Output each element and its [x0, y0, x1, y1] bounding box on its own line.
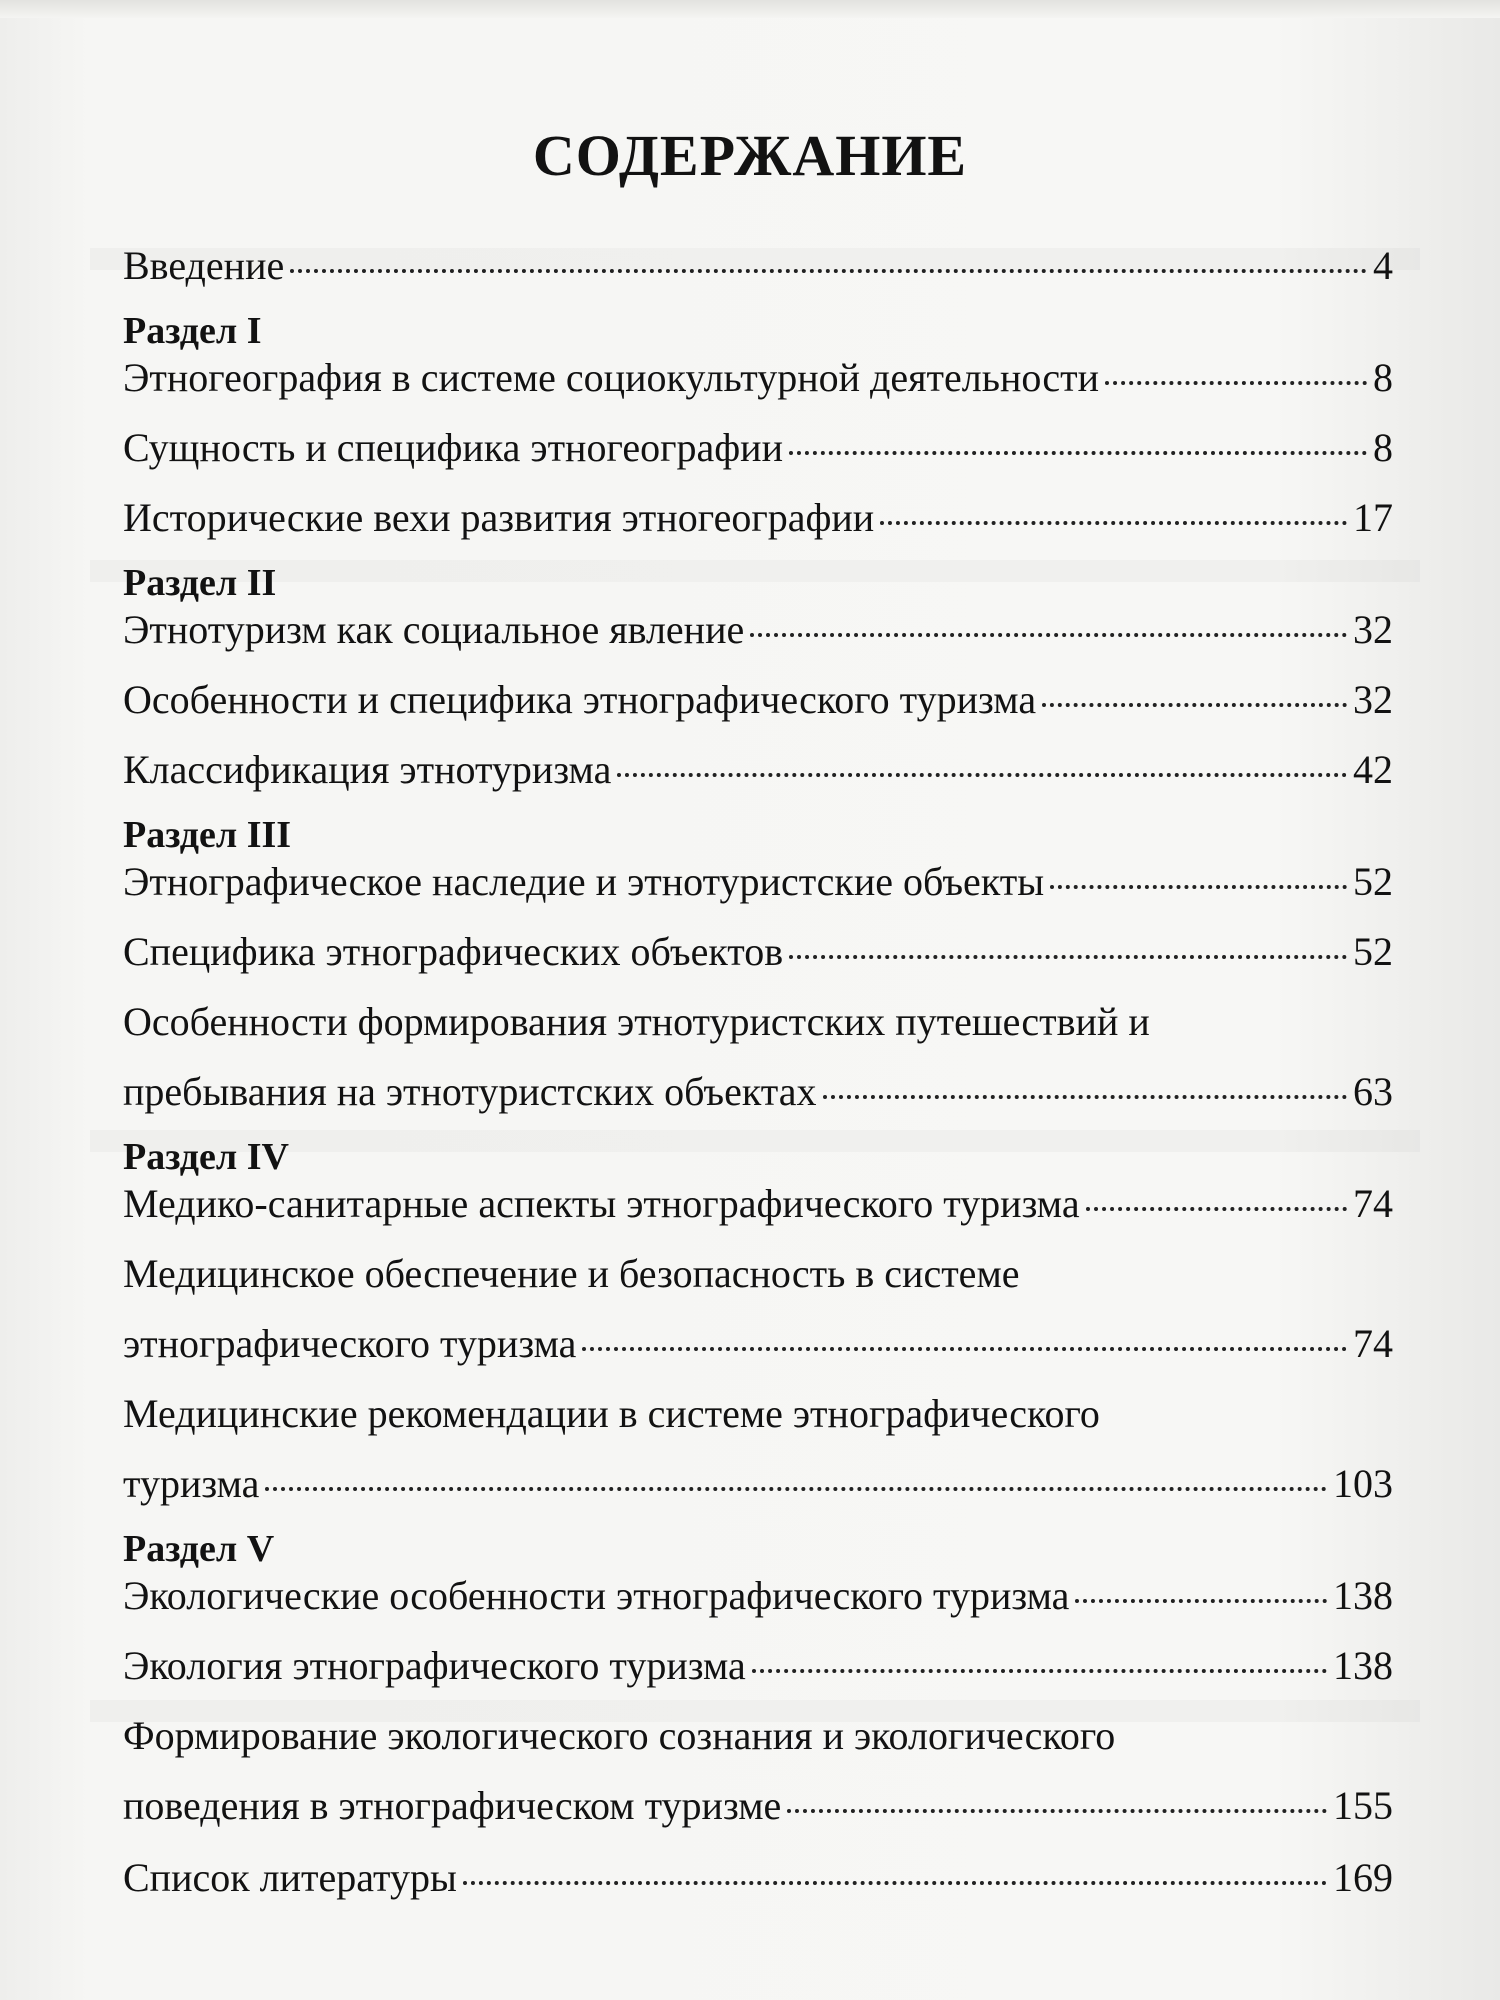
- toc-entry[interactable]: [123, 1572, 1393, 1620]
- toc-entry[interactable]: [123, 424, 1393, 472]
- toc-entry[interactable]: [123, 1320, 1393, 1368]
- leader-dots: [1050, 885, 1347, 889]
- toc-page-number: 8: [1373, 355, 1393, 400]
- leader-dots: [617, 773, 1347, 777]
- toc-entry[interactable]: [123, 746, 1393, 794]
- toc-entry-text: Особенности и специфика этнографического туризма: [123, 677, 1037, 722]
- leader-dots: [1086, 1207, 1347, 1211]
- toc-entry-text: Экология этнографического туризма: [123, 1643, 746, 1688]
- toc-entry[interactable]: [123, 676, 1393, 724]
- toc-entry-text: Список литературы: [123, 1855, 457, 1900]
- toc-entry-text: Этнотуризм как социальное явление: [123, 607, 745, 652]
- toc-entry-text: Классификация этнотуризма: [123, 747, 612, 792]
- page-title: СОДЕРЖАНИЕ: [532, 123, 968, 188]
- toc-entry[interactable]: [123, 858, 1393, 906]
- leader-dots: [789, 955, 1347, 959]
- toc-entry[interactable]: [123, 928, 1393, 976]
- section-heading: Раздел IV: [123, 1136, 289, 1178]
- toc-page-number: 169: [1333, 1855, 1393, 1900]
- toc-page-number: 32: [1353, 607, 1393, 652]
- toc-page-number: 52: [1353, 929, 1393, 974]
- toc-page-number: 42: [1353, 747, 1393, 792]
- toc-entry-text: Специфика этнографических объектов: [123, 929, 784, 974]
- toc-page-number: 32: [1353, 677, 1393, 722]
- leader-dots: [789, 451, 1367, 455]
- toc-entry[interactable]: [123, 494, 1393, 542]
- toc-entry-text: пребывания на этнотуристских объектах: [123, 1069, 817, 1114]
- table-of-contents: [123, 242, 1393, 1902]
- toc-page-number: 63: [1353, 1069, 1393, 1114]
- toc-entry[interactable]: [123, 1642, 1393, 1690]
- leader-dots: [1105, 381, 1367, 385]
- toc-page-number: 8: [1373, 425, 1393, 470]
- toc-page-number: 74: [1353, 1181, 1393, 1226]
- toc-entry-text: Исторические вехи развития этногеографии: [123, 495, 875, 540]
- toc-entry-text: туризма: [123, 1461, 260, 1506]
- leader-dots: [463, 1881, 1327, 1885]
- toc-page-number: 155: [1333, 1783, 1393, 1828]
- leader-dots: [752, 1669, 1327, 1673]
- toc-entry[interactable]: [123, 606, 1393, 654]
- toc-entry-text-line1[interactable]: Особенности формирования этнотуристских путешествий и: [123, 999, 1150, 1044]
- toc-entry-text: этнографического туризма: [123, 1321, 577, 1366]
- leader-dots: [265, 1487, 1327, 1491]
- toc-entry-text: Экологические особенности этнографического туризма: [123, 1573, 1070, 1618]
- section-heading: Раздел I: [123, 310, 262, 352]
- toc-entry-text: Медико-санитарные аспекты этнографического туризма: [123, 1181, 1080, 1226]
- toc-page-number: 138: [1333, 1573, 1393, 1618]
- toc-page-number: 17: [1353, 495, 1393, 540]
- page-header-strip: [0, 0, 1500, 18]
- toc-page-number: 138: [1333, 1643, 1393, 1688]
- section-heading: Раздел V: [123, 1528, 275, 1570]
- toc-entry-text: Этногеография в системе социокультурной деятельности: [123, 355, 1100, 400]
- toc-entry-text: поведения в этнографическом туризме: [123, 1783, 782, 1828]
- toc-entry[interactable]: [123, 1782, 1393, 1830]
- toc-entry-references[interactable]: [123, 1854, 1393, 1902]
- toc-entry[interactable]: [123, 354, 1393, 402]
- leader-dots: [880, 521, 1347, 525]
- toc-entry[interactable]: [123, 1460, 1393, 1508]
- toc-entry-text-line1[interactable]: Формирование экологического сознания и экологического: [123, 1713, 1116, 1758]
- toc-entry-text: Введение: [123, 243, 285, 288]
- toc-page-number: 74: [1353, 1321, 1393, 1366]
- leader-dots: [1042, 703, 1347, 707]
- leader-dots: [823, 1095, 1348, 1099]
- toc-entry-text: Сущность и специфика этногеографии: [123, 425, 783, 470]
- toc-entry-text: Этнографическое наследие и этнотуристские объекты: [123, 859, 1045, 904]
- section-heading: Раздел III: [123, 814, 292, 856]
- toc-page-number: 4: [1373, 243, 1393, 288]
- leader-dots: [750, 633, 1347, 637]
- toc-entry[interactable]: [123, 1068, 1393, 1116]
- toc-entry-text-line1[interactable]: Медицинское обеспечение и безопасность в системе: [123, 1251, 1020, 1296]
- leader-dots: [290, 269, 1367, 273]
- leader-dots: [787, 1809, 1327, 1813]
- toc-entry-intro[interactable]: [123, 242, 1393, 290]
- toc-page-number: 103: [1333, 1461, 1393, 1506]
- toc-page-number: 52: [1353, 859, 1393, 904]
- toc-entry[interactable]: [123, 1180, 1393, 1228]
- leader-dots: [1075, 1599, 1327, 1603]
- leader-dots: [582, 1347, 1347, 1351]
- section-heading: Раздел II: [123, 562, 277, 604]
- toc-entry-text-line1[interactable]: Медицинские рекомендации в системе этнографического: [123, 1391, 1100, 1436]
